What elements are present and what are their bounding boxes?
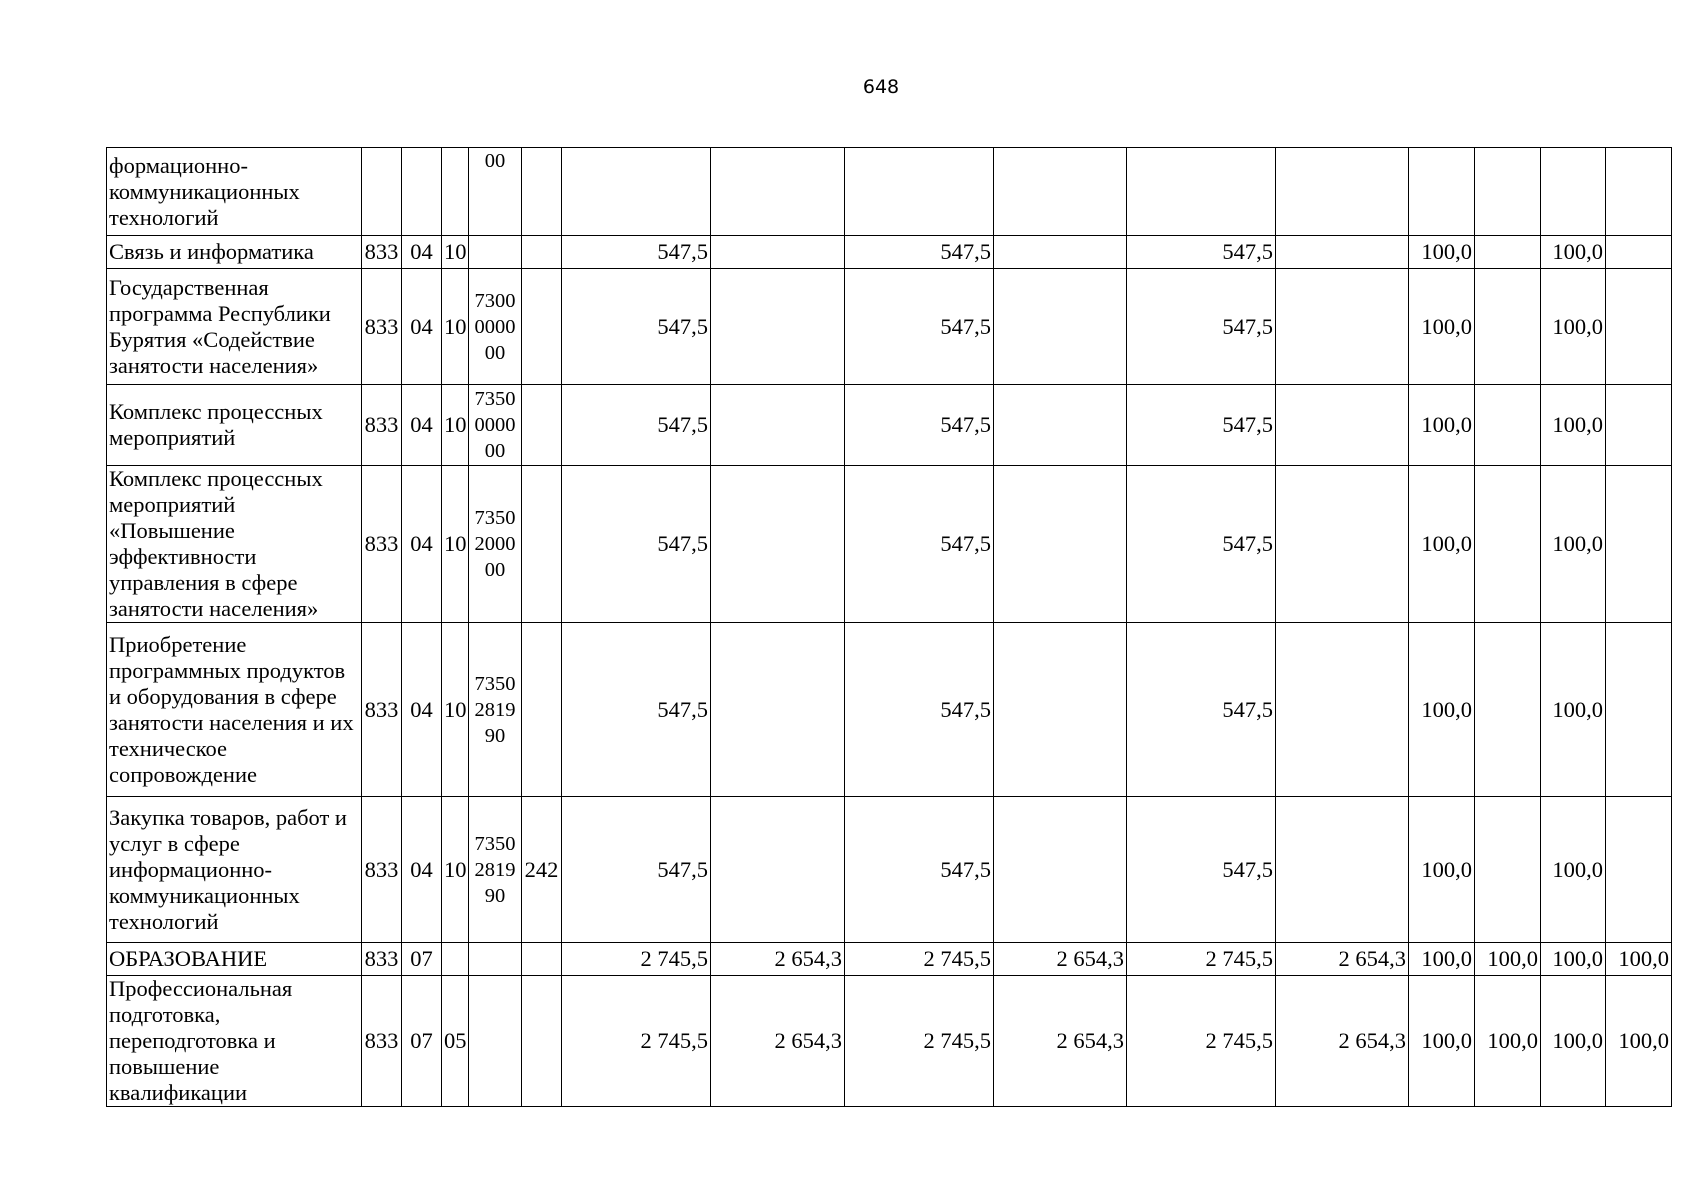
subsection-code: 10 (442, 623, 469, 797)
amount-cell: 2 745,5 (562, 943, 711, 976)
amount-cell: 2 654,3 (994, 976, 1127, 1107)
table-row (107, 943, 1672, 976)
amount-cell: 2 654,3 (711, 943, 845, 976)
amount-cell (994, 148, 1127, 236)
percent-cell (1475, 269, 1541, 385)
amount-cell (994, 385, 1127, 466)
section-code: 04 (402, 236, 442, 269)
percent-cell (1475, 623, 1541, 797)
percent-cell: 100,0 (1409, 797, 1475, 943)
percent-cell: 100,0 (1541, 976, 1606, 1107)
amount-cell (1276, 236, 1409, 269)
amount-cell: 2 654,3 (994, 943, 1127, 976)
amount-cell (1127, 148, 1276, 236)
grbs-code: 833 (362, 466, 402, 623)
amount-cell: 547,5 (562, 236, 711, 269)
percent-cell (1475, 236, 1541, 269)
expense-type-code (522, 236, 562, 269)
grbs-code: 833 (362, 385, 402, 466)
subsection-code: 05 (442, 976, 469, 1107)
section-code: 04 (402, 269, 442, 385)
row-name: Закупка товаров, работ и услуг в сфере информационно-коммуникационных технологий (107, 797, 362, 943)
amount-cell (711, 466, 845, 623)
section-code: 04 (402, 797, 442, 943)
grbs-code: 833 (362, 236, 402, 269)
percent-cell: 100,0 (1541, 385, 1606, 466)
percent-cell: 100,0 (1606, 976, 1672, 1107)
expense-type-code (522, 269, 562, 385)
table-row (107, 623, 1672, 797)
row-name: Государственная программа Республики Бурятия «Содействие занятости населения» (107, 269, 362, 385)
grbs-code: 833 (362, 269, 402, 385)
amount-cell: 547,5 (562, 269, 711, 385)
percent-cell: 100,0 (1541, 943, 1606, 976)
percent-cell (1409, 148, 1475, 236)
expense-type-code (522, 385, 562, 466)
amount-cell: 2 654,3 (1276, 943, 1409, 976)
expense-type-code (522, 976, 562, 1107)
amount-cell: 547,5 (845, 797, 994, 943)
table-body (107, 148, 1672, 1107)
amount-cell: 2 654,3 (1276, 976, 1409, 1107)
amount-cell (994, 797, 1127, 943)
table-row (107, 236, 1672, 269)
amount-cell: 547,5 (845, 269, 994, 385)
amount-cell (711, 236, 845, 269)
percent-cell: 100,0 (1409, 976, 1475, 1107)
section-code (402, 148, 442, 236)
row-name: Приобретение программных продуктов и оборудования в сфере занятости населения и их техническое сопровождение (107, 623, 362, 797)
section-code: 07 (402, 943, 442, 976)
percent-cell: 100,0 (1606, 943, 1672, 976)
subsection-code: 10 (442, 385, 469, 466)
amount-cell: 2 745,5 (562, 976, 711, 1107)
grbs-code: 833 (362, 943, 402, 976)
target-article-code: 00 (469, 148, 522, 236)
amount-cell: 547,5 (845, 385, 994, 466)
grbs-code: 833 (362, 623, 402, 797)
expense-type-code (522, 148, 562, 236)
percent-cell (1606, 269, 1672, 385)
row-name: Связь и информатика (107, 236, 362, 269)
row-name: ОБРАЗОВАНИЕ (107, 943, 362, 976)
table-row (107, 385, 1672, 466)
grbs-code: 833 (362, 976, 402, 1107)
row-name: Профессиональная подготовка, переподготовка и повышение квалификации (107, 976, 362, 1107)
amount-cell (1276, 269, 1409, 385)
amount-cell: 547,5 (1127, 797, 1276, 943)
expense-type-code: 242 (522, 797, 562, 943)
expense-type-code (522, 466, 562, 623)
amount-cell (994, 466, 1127, 623)
percent-cell (1475, 385, 1541, 466)
table-row (107, 148, 1672, 236)
percent-cell (1606, 236, 1672, 269)
amount-cell (1276, 385, 1409, 466)
row-name: Комплекс процессных мероприятий (107, 385, 362, 466)
amount-cell: 2 745,5 (845, 943, 994, 976)
amount-cell: 547,5 (562, 623, 711, 797)
section-code: 04 (402, 623, 442, 797)
amount-cell: 547,5 (562, 466, 711, 623)
amount-cell (994, 269, 1127, 385)
subsection-code (442, 148, 469, 236)
table-row (107, 466, 1672, 623)
row-name: Комплекс процессных мероприятий «Повышение эффективности управления в сфере занятости населения» (107, 466, 362, 623)
page-number: 648 (862, 76, 900, 98)
percent-cell (1475, 466, 1541, 623)
subsection-code: 10 (442, 269, 469, 385)
target-article-code: 7350 0000 00 (469, 385, 522, 466)
target-article-code: 7350 2819 90 (469, 797, 522, 943)
percent-cell: 100,0 (1541, 236, 1606, 269)
amount-cell: 547,5 (845, 623, 994, 797)
percent-cell: 100,0 (1409, 236, 1475, 269)
percent-cell: 100,0 (1541, 797, 1606, 943)
row-name: формационно-коммуникационных технологий (107, 148, 362, 236)
amount-cell (1276, 797, 1409, 943)
percent-cell: 100,0 (1409, 623, 1475, 797)
subsection-code: 10 (442, 236, 469, 269)
section-code: 07 (402, 976, 442, 1107)
amount-cell: 547,5 (1127, 385, 1276, 466)
section-code: 04 (402, 385, 442, 466)
amount-cell (711, 148, 845, 236)
amount-cell: 547,5 (845, 466, 994, 623)
amount-cell (994, 236, 1127, 269)
amount-cell (1276, 623, 1409, 797)
amount-cell: 547,5 (845, 236, 994, 269)
amount-cell: 2 745,5 (845, 976, 994, 1107)
amount-cell (711, 623, 845, 797)
percent-cell (1541, 148, 1606, 236)
percent-cell: 100,0 (1409, 466, 1475, 623)
percent-cell (1475, 797, 1541, 943)
subsection-code (442, 943, 469, 976)
percent-cell (1475, 148, 1541, 236)
target-article-code: 7300 0000 00 (469, 269, 522, 385)
section-code: 04 (402, 466, 442, 623)
amount-cell: 547,5 (1127, 236, 1276, 269)
amount-cell (711, 797, 845, 943)
budget-table (106, 147, 1672, 1107)
table-row (107, 797, 1672, 943)
target-article-code: 7350 2000 00 (469, 466, 522, 623)
amount-cell: 2 745,5 (1127, 976, 1276, 1107)
percent-cell (1606, 797, 1672, 943)
percent-cell: 100,0 (1541, 466, 1606, 623)
amount-cell (994, 623, 1127, 797)
percent-cell: 100,0 (1409, 385, 1475, 466)
percent-cell (1606, 623, 1672, 797)
amount-cell (562, 148, 711, 236)
table-row (107, 269, 1672, 385)
subsection-code: 10 (442, 466, 469, 623)
percent-cell: 100,0 (1541, 623, 1606, 797)
target-article-code (469, 943, 522, 976)
amount-cell (1276, 466, 1409, 623)
amount-cell: 547,5 (1127, 269, 1276, 385)
amount-cell (711, 269, 845, 385)
amount-cell: 2 745,5 (1127, 943, 1276, 976)
target-article-code: 7350 2819 90 (469, 623, 522, 797)
percent-cell: 100,0 (1475, 976, 1541, 1107)
grbs-code: 833 (362, 797, 402, 943)
expense-type-code (522, 943, 562, 976)
percent-cell (1606, 466, 1672, 623)
percent-cell: 100,0 (1475, 943, 1541, 976)
amount-cell (1276, 148, 1409, 236)
percent-cell: 100,0 (1409, 943, 1475, 976)
amount-cell: 547,5 (562, 797, 711, 943)
amount-cell: 2 654,3 (711, 976, 845, 1107)
target-article-code (469, 976, 522, 1107)
table-row (107, 976, 1672, 1107)
percent-cell (1606, 148, 1672, 236)
grbs-code (362, 148, 402, 236)
amount-cell (845, 148, 994, 236)
amount-cell: 547,5 (1127, 623, 1276, 797)
percent-cell: 100,0 (1541, 269, 1606, 385)
amount-cell (711, 385, 845, 466)
amount-cell: 547,5 (562, 385, 711, 466)
target-article-code (469, 236, 522, 269)
amount-cell: 547,5 (1127, 466, 1276, 623)
percent-cell (1606, 385, 1672, 466)
expense-type-code (522, 623, 562, 797)
percent-cell: 100,0 (1409, 269, 1475, 385)
subsection-code: 10 (442, 797, 469, 943)
